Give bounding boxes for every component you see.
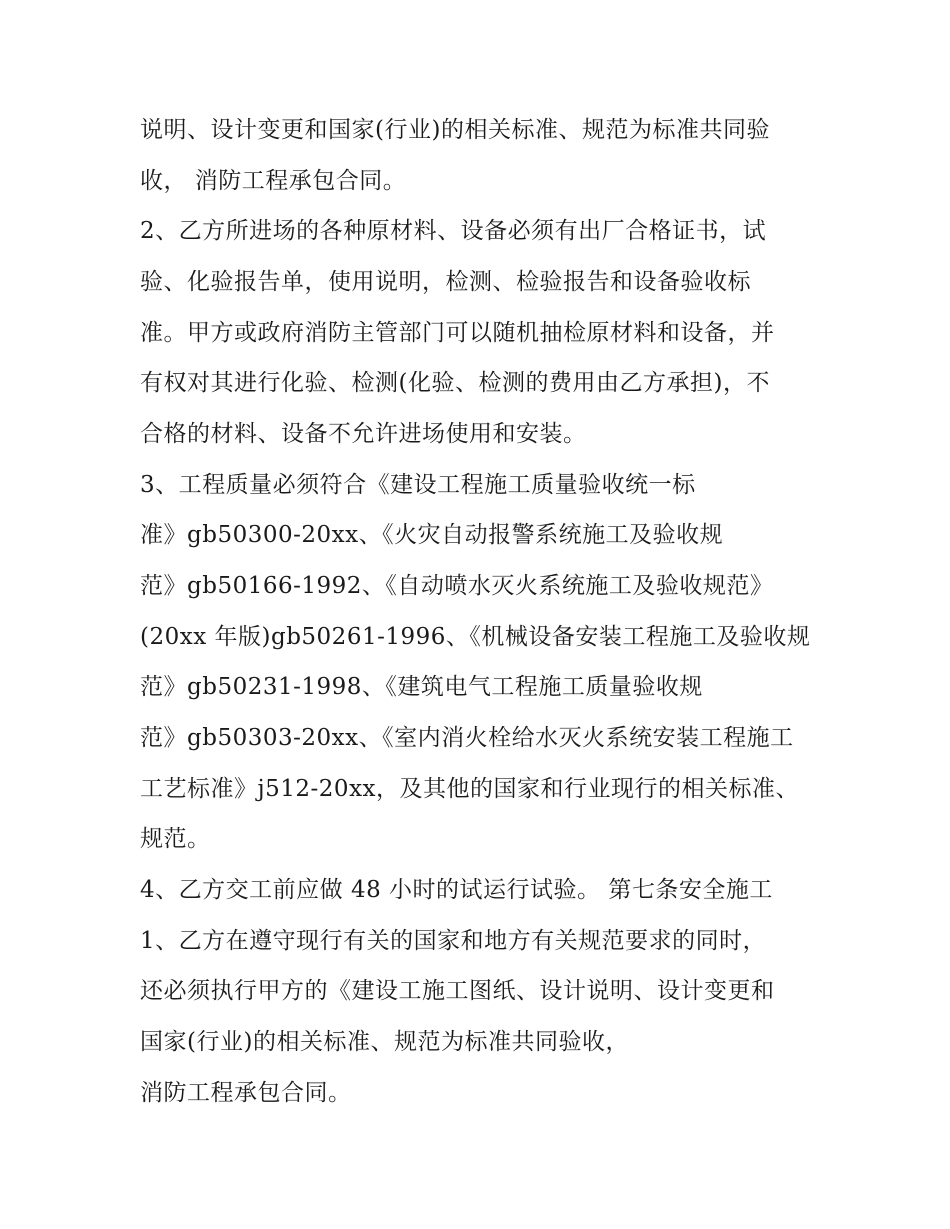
text-line: 范》gb50166-1992、《自动喷水灭火系统施工及验收规范》	[140, 573, 774, 599]
text-line: 工艺标准》j512-20xx，及其他的国家和行业现行的相关标准、	[140, 776, 800, 802]
text-line: 合格的材料、设备不允许进场使用和安装。	[140, 421, 587, 447]
text-line: 有权对其进行化验、检测(化验、检测的费用由乙方承担)，不	[140, 370, 770, 396]
text-line: 4、乙方交工前应做 48 小时的试运行试验。 第七条安全施工	[140, 877, 773, 903]
text-line: 范》gb50231-1998、《建筑电气工程施工质量验收规	[140, 674, 703, 700]
text-line: 收， 消防工程承包合同。	[140, 168, 407, 194]
text-line: 2、乙方所进场的各种原材料、设备必须有出厂合格证书，试	[140, 218, 767, 244]
text-line: 范》gb50303-20xx、《室内消火栓给水灭火系统安装工程施工	[140, 725, 794, 751]
text-line: 准》gb50300-20xx、《火灾自动报警系统施工及验收规	[140, 522, 724, 548]
text-line: 准。甲方或政府消防主管部门可以随机抽检原材料和设备，并	[140, 320, 775, 346]
text-line: 国家(行业)的相关标准、规范为标准共同验收，	[140, 1029, 629, 1055]
text-line: 还必须执行甲方的《建设工施工图纸、设计说明、设计变更和	[140, 978, 775, 1004]
text-line: 1、乙方在遵守现行有关的国家和地方有关规范要求的同时，	[140, 928, 767, 954]
text-line: 3、工程质量必须符合《建设工程施工质量验收统一标	[140, 472, 696, 498]
text-line: 验、化验报告单，使用说明，检测、检验报告和设备验收标	[140, 269, 751, 295]
text-line: 说明、设计变更和国家(行业)的相关标准、规范为标准共同验	[140, 117, 770, 143]
text-line: 规范。	[140, 826, 211, 852]
text-line: 消防工程承包合同。	[140, 1080, 352, 1106]
text-line: (20xx 年版)gb50261-1996、《机械设备安装工程施工及验收规	[140, 624, 811, 650]
